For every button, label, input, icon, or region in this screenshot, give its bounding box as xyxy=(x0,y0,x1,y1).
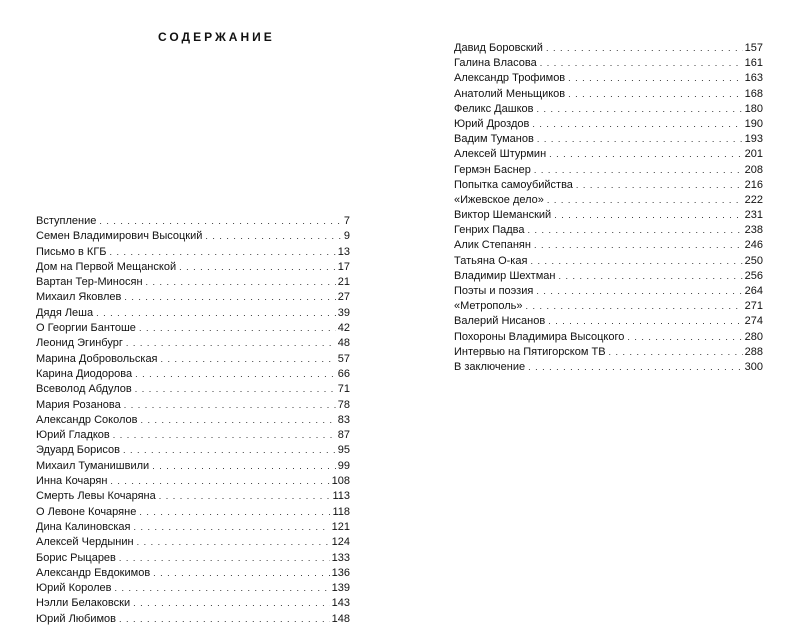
toc-entry-page: 108 xyxy=(331,475,350,488)
toc-entry-page: 274 xyxy=(744,315,763,328)
toc-entry-page: 280 xyxy=(744,330,763,343)
toc-dot-leader xyxy=(530,254,742,269)
toc-entry-title: Эдуард Борисов xyxy=(36,444,120,457)
toc-entry xyxy=(454,117,763,132)
toc-dot-leader xyxy=(139,321,336,336)
toc-entry-page: 161 xyxy=(744,57,763,70)
toc-entry xyxy=(454,147,763,162)
toc-entry-title: В заключение xyxy=(454,360,526,373)
toc-entry xyxy=(36,612,350,627)
toc-entry-page: 83 xyxy=(337,413,350,426)
toc-entry-title: Марина Добровольская xyxy=(36,352,158,365)
toc-entry-title: Юрий Любимов xyxy=(36,612,117,625)
toc-dot-leader xyxy=(139,505,330,520)
toc-entry-title: Леонид Эгинбург xyxy=(36,337,123,350)
toc-dot-leader xyxy=(568,87,742,102)
toc-entry-title: О Левоне Кочаряне xyxy=(36,505,137,518)
toc-entry-title: Дом на Первой Мещанской xyxy=(36,260,177,273)
toc-entry-title: Александр Трофимов xyxy=(454,72,566,85)
toc-entry xyxy=(454,269,763,284)
toc-dot-leader xyxy=(546,41,743,56)
toc-dot-leader xyxy=(549,147,742,162)
toc-entry xyxy=(454,208,763,223)
toc-entry-title: Юрий Дроздов xyxy=(454,117,530,130)
toc-entry-title: Борис Рыцарев xyxy=(36,551,116,564)
toc-dot-leader xyxy=(137,535,330,550)
toc-entry xyxy=(36,336,350,351)
toc-entry xyxy=(36,413,350,428)
toc-entry-page: 21 xyxy=(337,276,350,289)
toc-entry xyxy=(454,314,763,329)
toc-dot-leader xyxy=(548,314,742,329)
toc-entry xyxy=(454,254,763,269)
toc-entry xyxy=(36,398,350,413)
toc-entry xyxy=(36,275,350,290)
toc-entry-title: Письмо в КГБ xyxy=(36,245,107,258)
toc-entry-page: 148 xyxy=(331,612,350,625)
toc-entry xyxy=(36,290,350,305)
toc-entry-page: 17 xyxy=(337,260,350,273)
toc-entry xyxy=(36,245,350,260)
toc-dot-leader xyxy=(536,102,742,117)
toc-entry-page: 201 xyxy=(744,148,763,161)
toc-entry-page: 121 xyxy=(331,520,350,533)
toc-dot-leader xyxy=(146,275,336,290)
toc-entry-page: 143 xyxy=(331,597,350,610)
toc-entry-page: 238 xyxy=(744,224,763,237)
toc-entry-title: О Георгии Бантоше xyxy=(36,322,136,335)
toc-entry xyxy=(36,214,350,229)
toc-entry-page: 9 xyxy=(343,230,350,243)
toc-dot-leader xyxy=(124,290,335,305)
toc-entry-title: Александр Евдокимов xyxy=(36,566,151,579)
toc-dot-leader xyxy=(152,459,336,474)
toc-entry xyxy=(454,178,763,193)
toc-entry xyxy=(36,260,350,275)
toc-dot-leader xyxy=(110,245,336,260)
toc-entry-page: 136 xyxy=(331,566,350,579)
toc-entry-title: Владимир Шехтман xyxy=(454,269,556,282)
toc-dot-leader xyxy=(179,260,336,275)
toc-dot-leader xyxy=(526,299,743,314)
toc-entry-page: 87 xyxy=(337,429,350,442)
toc-entry-page: 163 xyxy=(744,72,763,85)
toc-dot-leader xyxy=(133,520,329,535)
toc-entry xyxy=(36,229,350,244)
toc-entry-page: 208 xyxy=(744,163,763,176)
toc-entry-title: Татьяна О-кая xyxy=(454,254,528,267)
toc-entry xyxy=(36,459,350,474)
toc-entry-page: 246 xyxy=(744,239,763,252)
toc-entry-page: 66 xyxy=(337,367,350,380)
toc-entry-title: Вступление xyxy=(36,215,97,227)
toc-entry xyxy=(454,41,763,56)
toc-left-column xyxy=(36,214,350,627)
toc-entry-page: 7 xyxy=(343,215,350,227)
toc-dot-leader xyxy=(99,214,342,229)
toc-entry-title: Виктор Шеманский xyxy=(454,209,552,222)
toc-entry-title: Анатолий Меньщиков xyxy=(454,87,566,100)
toc-dot-leader xyxy=(205,229,341,244)
toc-entry-page: 124 xyxy=(331,536,350,549)
toc-entry xyxy=(454,71,763,86)
toc-entry-page: 193 xyxy=(744,133,763,146)
toc-entry xyxy=(454,223,763,238)
toc-entry xyxy=(36,306,350,321)
toc-entry-page: 39 xyxy=(337,306,350,319)
toc-entry-page: 180 xyxy=(744,102,763,115)
toc-entry-title: Юрий Королев xyxy=(36,582,112,595)
toc-dot-leader xyxy=(554,208,742,223)
toc-entry-page: 271 xyxy=(744,300,763,313)
toc-entry xyxy=(36,489,350,504)
toc-entry-title: Интервью на Пятигорском ТВ xyxy=(454,345,606,358)
toc-entry-title: Семен Владимирович Высоцкий xyxy=(36,230,203,243)
toc-entry-title: Всеволод Абдулов xyxy=(36,383,132,396)
toc-entry xyxy=(454,299,763,314)
toc-entry xyxy=(36,520,350,535)
toc-entry xyxy=(36,367,350,382)
toc-entry xyxy=(36,596,350,611)
toc-entry-title: Алексей Чердынин xyxy=(36,536,134,549)
toc-entry xyxy=(454,193,763,208)
toc-dot-leader xyxy=(135,382,336,397)
toc-dot-leader xyxy=(528,360,743,375)
toc-dot-leader xyxy=(568,71,742,86)
toc-dot-leader xyxy=(534,163,743,178)
toc-entry xyxy=(454,284,763,299)
toc-entry xyxy=(36,551,350,566)
toc-dot-leader xyxy=(528,223,743,238)
toc-entry-title: Инна Кочарян xyxy=(36,475,108,488)
toc-entry xyxy=(36,321,350,336)
toc-entry xyxy=(454,238,763,253)
toc-entry-title: Галина Власова xyxy=(454,57,537,70)
page-title: СОДЕРЖАНИЕ xyxy=(158,30,275,44)
toc-entry-page: 139 xyxy=(331,582,350,595)
toc-dot-leader xyxy=(627,330,742,345)
toc-entry-title: Валерий Нисанов xyxy=(454,315,546,328)
toc-right-column xyxy=(454,41,763,375)
toc-entry-title: Поэты и поэзия xyxy=(454,285,534,297)
toc-entry xyxy=(36,352,350,367)
toc-dot-leader xyxy=(135,367,336,382)
toc-entry-page: 95 xyxy=(337,444,350,457)
toc-entry-title: Похороны Владимира Высоцкого xyxy=(454,330,625,343)
toc-entry-page: 57 xyxy=(337,352,350,365)
toc-dot-leader xyxy=(153,566,329,581)
toc-entry xyxy=(454,345,763,360)
toc-entry xyxy=(36,428,350,443)
toc-entry-page: 231 xyxy=(744,209,763,222)
toc-entry-title: Феликс Дашков xyxy=(454,102,534,115)
toc-entry xyxy=(454,360,763,375)
toc-dot-leader xyxy=(133,596,330,611)
toc-entry-page: 256 xyxy=(744,269,763,282)
toc-entry xyxy=(36,535,350,550)
toc-entry-title: Михаил Туманишвили xyxy=(36,459,150,472)
toc-entry-page: 300 xyxy=(744,360,763,373)
toc-entry xyxy=(454,56,763,71)
toc-entry-title: Дина Калиновская xyxy=(36,520,131,533)
toc-entry-page: 222 xyxy=(744,193,763,206)
toc-dot-leader xyxy=(124,398,336,413)
toc-entry-title: Мария Розанова xyxy=(36,398,121,411)
toc-dot-leader xyxy=(558,269,742,284)
toc-dot-leader xyxy=(537,132,743,147)
toc-entry-title: Михаил Яковлев xyxy=(36,291,122,304)
toc-entry-title: Смерть Левы Кочаряна xyxy=(36,490,156,503)
toc-dot-leader xyxy=(114,581,329,596)
toc-dot-leader xyxy=(126,336,336,351)
toc-entry-page: 133 xyxy=(331,551,350,564)
toc-dot-leader xyxy=(609,345,743,360)
toc-entry-title: Алик Степанян xyxy=(454,239,531,252)
toc-dot-leader xyxy=(96,306,336,321)
toc-entry-title: «Ижевское дело» xyxy=(454,193,544,206)
toc-entry-title: Карина Диодорова xyxy=(36,367,133,380)
toc-dot-leader xyxy=(140,413,335,428)
toc-entry-page: 27 xyxy=(337,291,350,304)
toc-entry-page: 42 xyxy=(337,322,350,335)
toc-entry-page: 71 xyxy=(337,383,350,396)
toc-entry-page: 113 xyxy=(332,490,350,503)
toc-entry-page: 48 xyxy=(337,337,350,350)
toc-dot-leader xyxy=(159,489,331,504)
toc-entry-title: Генрих Падва xyxy=(454,224,525,237)
toc-dot-leader xyxy=(119,612,330,627)
toc-entry-page: 288 xyxy=(744,345,763,358)
toc-dot-leader xyxy=(540,56,743,71)
toc-entry-page: 216 xyxy=(744,178,763,191)
toc-entry-page: 190 xyxy=(744,117,763,130)
toc-entry-page: 13 xyxy=(337,245,350,258)
toc-entry xyxy=(454,132,763,147)
toc-dot-leader xyxy=(119,551,330,566)
toc-entry-title: Гермэн Баснер xyxy=(454,163,531,176)
toc-entry-page: 99 xyxy=(337,459,350,472)
toc-dot-leader xyxy=(110,474,329,489)
toc-dot-leader xyxy=(536,284,742,299)
toc-entry-page: 250 xyxy=(744,254,763,267)
toc-entry xyxy=(36,382,350,397)
toc-entry xyxy=(454,102,763,117)
toc-entry-page: 157 xyxy=(744,42,763,54)
toc-entry xyxy=(454,87,763,102)
toc-entry-title: Нэлли Белаковски xyxy=(36,597,131,610)
toc-dot-leader xyxy=(123,443,336,458)
toc-entry-title: Алексей Штурмин xyxy=(454,148,547,161)
toc-entry xyxy=(36,443,350,458)
toc-dot-leader xyxy=(576,178,743,193)
toc-entry-title: «Метрополь» xyxy=(454,300,523,313)
toc-entry-title: Вартан Тер-Миносян xyxy=(36,276,143,289)
toc-entry-title: Давид Боровский xyxy=(454,42,543,54)
toc-entry-title: Александр Соколов xyxy=(36,413,138,426)
toc-dot-leader xyxy=(547,193,743,208)
toc-dot-leader xyxy=(113,428,336,443)
toc-dot-leader xyxy=(534,238,743,253)
toc-entry xyxy=(36,581,350,596)
toc-entry xyxy=(454,163,763,178)
toc-entry xyxy=(36,566,350,581)
toc-entry-page: 168 xyxy=(744,87,763,100)
toc-entry-title: Вадим Туманов xyxy=(454,133,534,146)
toc-entry xyxy=(36,505,350,520)
toc-entry-title: Юрий Гладков xyxy=(36,429,110,442)
toc-entry-title: Попытка самоубийства xyxy=(454,178,573,191)
toc-entry xyxy=(36,474,350,489)
toc-entry-page: 264 xyxy=(744,285,763,297)
toc-entry-page: 118 xyxy=(332,505,350,518)
toc-entry xyxy=(454,330,763,345)
toc-dot-leader xyxy=(161,352,336,367)
toc-dot-leader xyxy=(532,117,742,132)
toc-entry-title: Дядя Леша xyxy=(36,306,94,319)
toc-entry-page: 78 xyxy=(337,398,350,411)
